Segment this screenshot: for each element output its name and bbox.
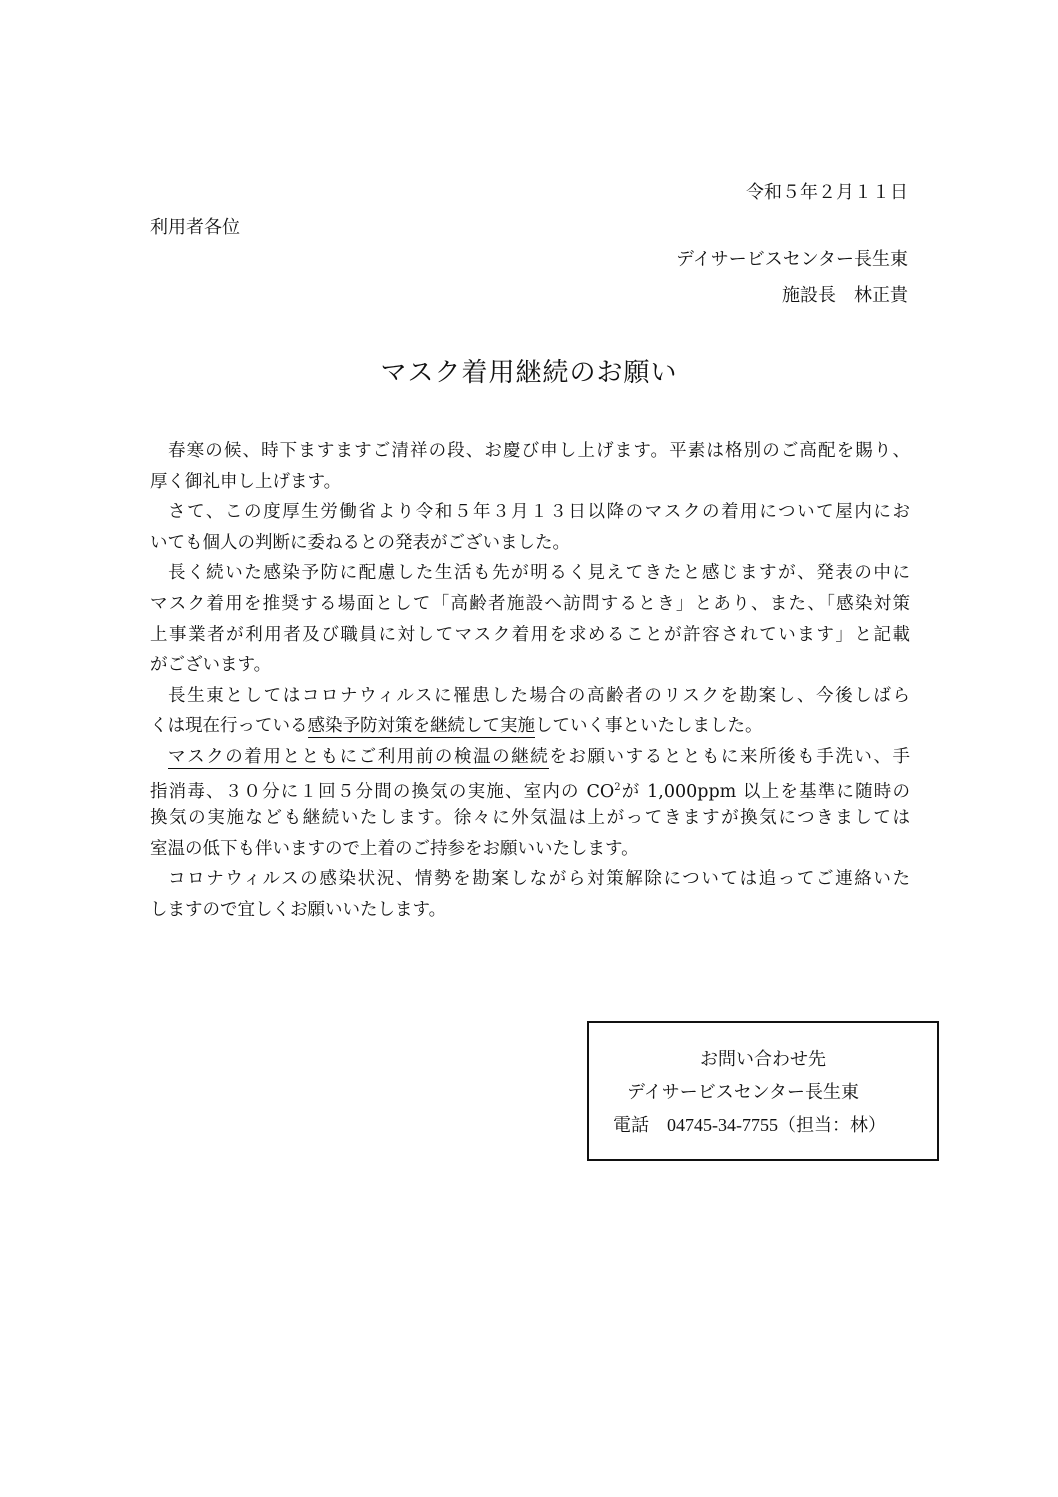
- body-line: [150, 773, 910, 804]
- body-text-segment: していく事といたしました。: [535, 716, 763, 737]
- body-line: 長く続いた感染予防に配慮した生活も先が明るく見えてきたと感じますが、発表の中に: [168, 563, 910, 584]
- body-text-segment: くは現在行っている: [150, 716, 308, 737]
- body-line: いても個人の判断に委ねるとの発表がございました。: [150, 532, 570, 553]
- body-line: さて、この度厚生労働省より令和５年３月１３日以降のマスクの着用について屋内にお: [168, 502, 910, 523]
- sender-name: 林正貴: [854, 285, 908, 306]
- body-line: 室温の低下も伴いますので上着のご持参をお願いいたします。: [150, 838, 639, 859]
- contact-heading: お問い合わせ先: [700, 1049, 826, 1070]
- contact-box: [587, 1021, 939, 1161]
- letter-body: [150, 436, 910, 926]
- body-line: がございます。: [150, 655, 272, 676]
- body-text-segment: が 1,000ppm 以上を基準に随時の: [620, 781, 910, 802]
- body-line: [150, 711, 910, 742]
- underlined-phrase: 感染予防対策を継続して実施: [307, 716, 535, 737]
- underlined-phrase: マスクの着用とともにご利用前の検温の継続: [168, 746, 550, 767]
- recipient: 利用者各位: [150, 217, 240, 238]
- body-line: 厚く御礼申し上げます。: [150, 471, 342, 492]
- body-line: しますので宜しくお願いいたします。: [150, 899, 447, 920]
- sender-signature: [782, 281, 908, 307]
- phone-number: 04745-34-7755: [667, 1115, 778, 1135]
- contact-organization: デイサービスセンター長生東: [627, 1082, 860, 1103]
- body-line: 春寒の候、時下ますますご清祥の段、お慶び申し上げます。平素は格別のご高配を賜り、: [168, 441, 910, 461]
- body-line: マスク着用を推奨する場面として「高齢者施設へ訪問するとき」とあり、また、「感染対策: [150, 593, 910, 614]
- body-line: コロナウィルスの感染状況、情勢を勘案しながら対策解除については追ってご連絡いた: [168, 869, 910, 890]
- document-title: マスク着用継続のお願い: [380, 358, 678, 388]
- body-line: 上事業者が利用者及び職員に対してマスク着用を求めることが許容されています」と記載: [150, 624, 910, 645]
- sender-organization: デイサービスセンター長生東: [675, 249, 908, 270]
- contact-phone-line: [613, 1111, 886, 1137]
- body-text-segment: 指消毒、３０分に１回５分間の換気の実施、室内の CO: [150, 781, 615, 802]
- letter-date: 令和５年２月１１日: [746, 182, 908, 203]
- body-line: [150, 742, 910, 773]
- body-line: 長生東としてはコロナウィルスに罹患した場合の高齢者のリスクを勘案し、今後しばら: [168, 685, 910, 706]
- co2-subscript: 2: [614, 781, 621, 793]
- phone-label: 電話: [613, 1115, 649, 1136]
- body-text-segment: をお願いするとともに来所後も手洗い、手: [549, 746, 911, 767]
- contact-person: （担当：林）: [778, 1115, 886, 1136]
- sender-title: 施設長: [782, 285, 836, 306]
- body-line: 換気の実施なども継続いたします。徐々に外気温は上がってきますが換気につきましては: [150, 808, 910, 829]
